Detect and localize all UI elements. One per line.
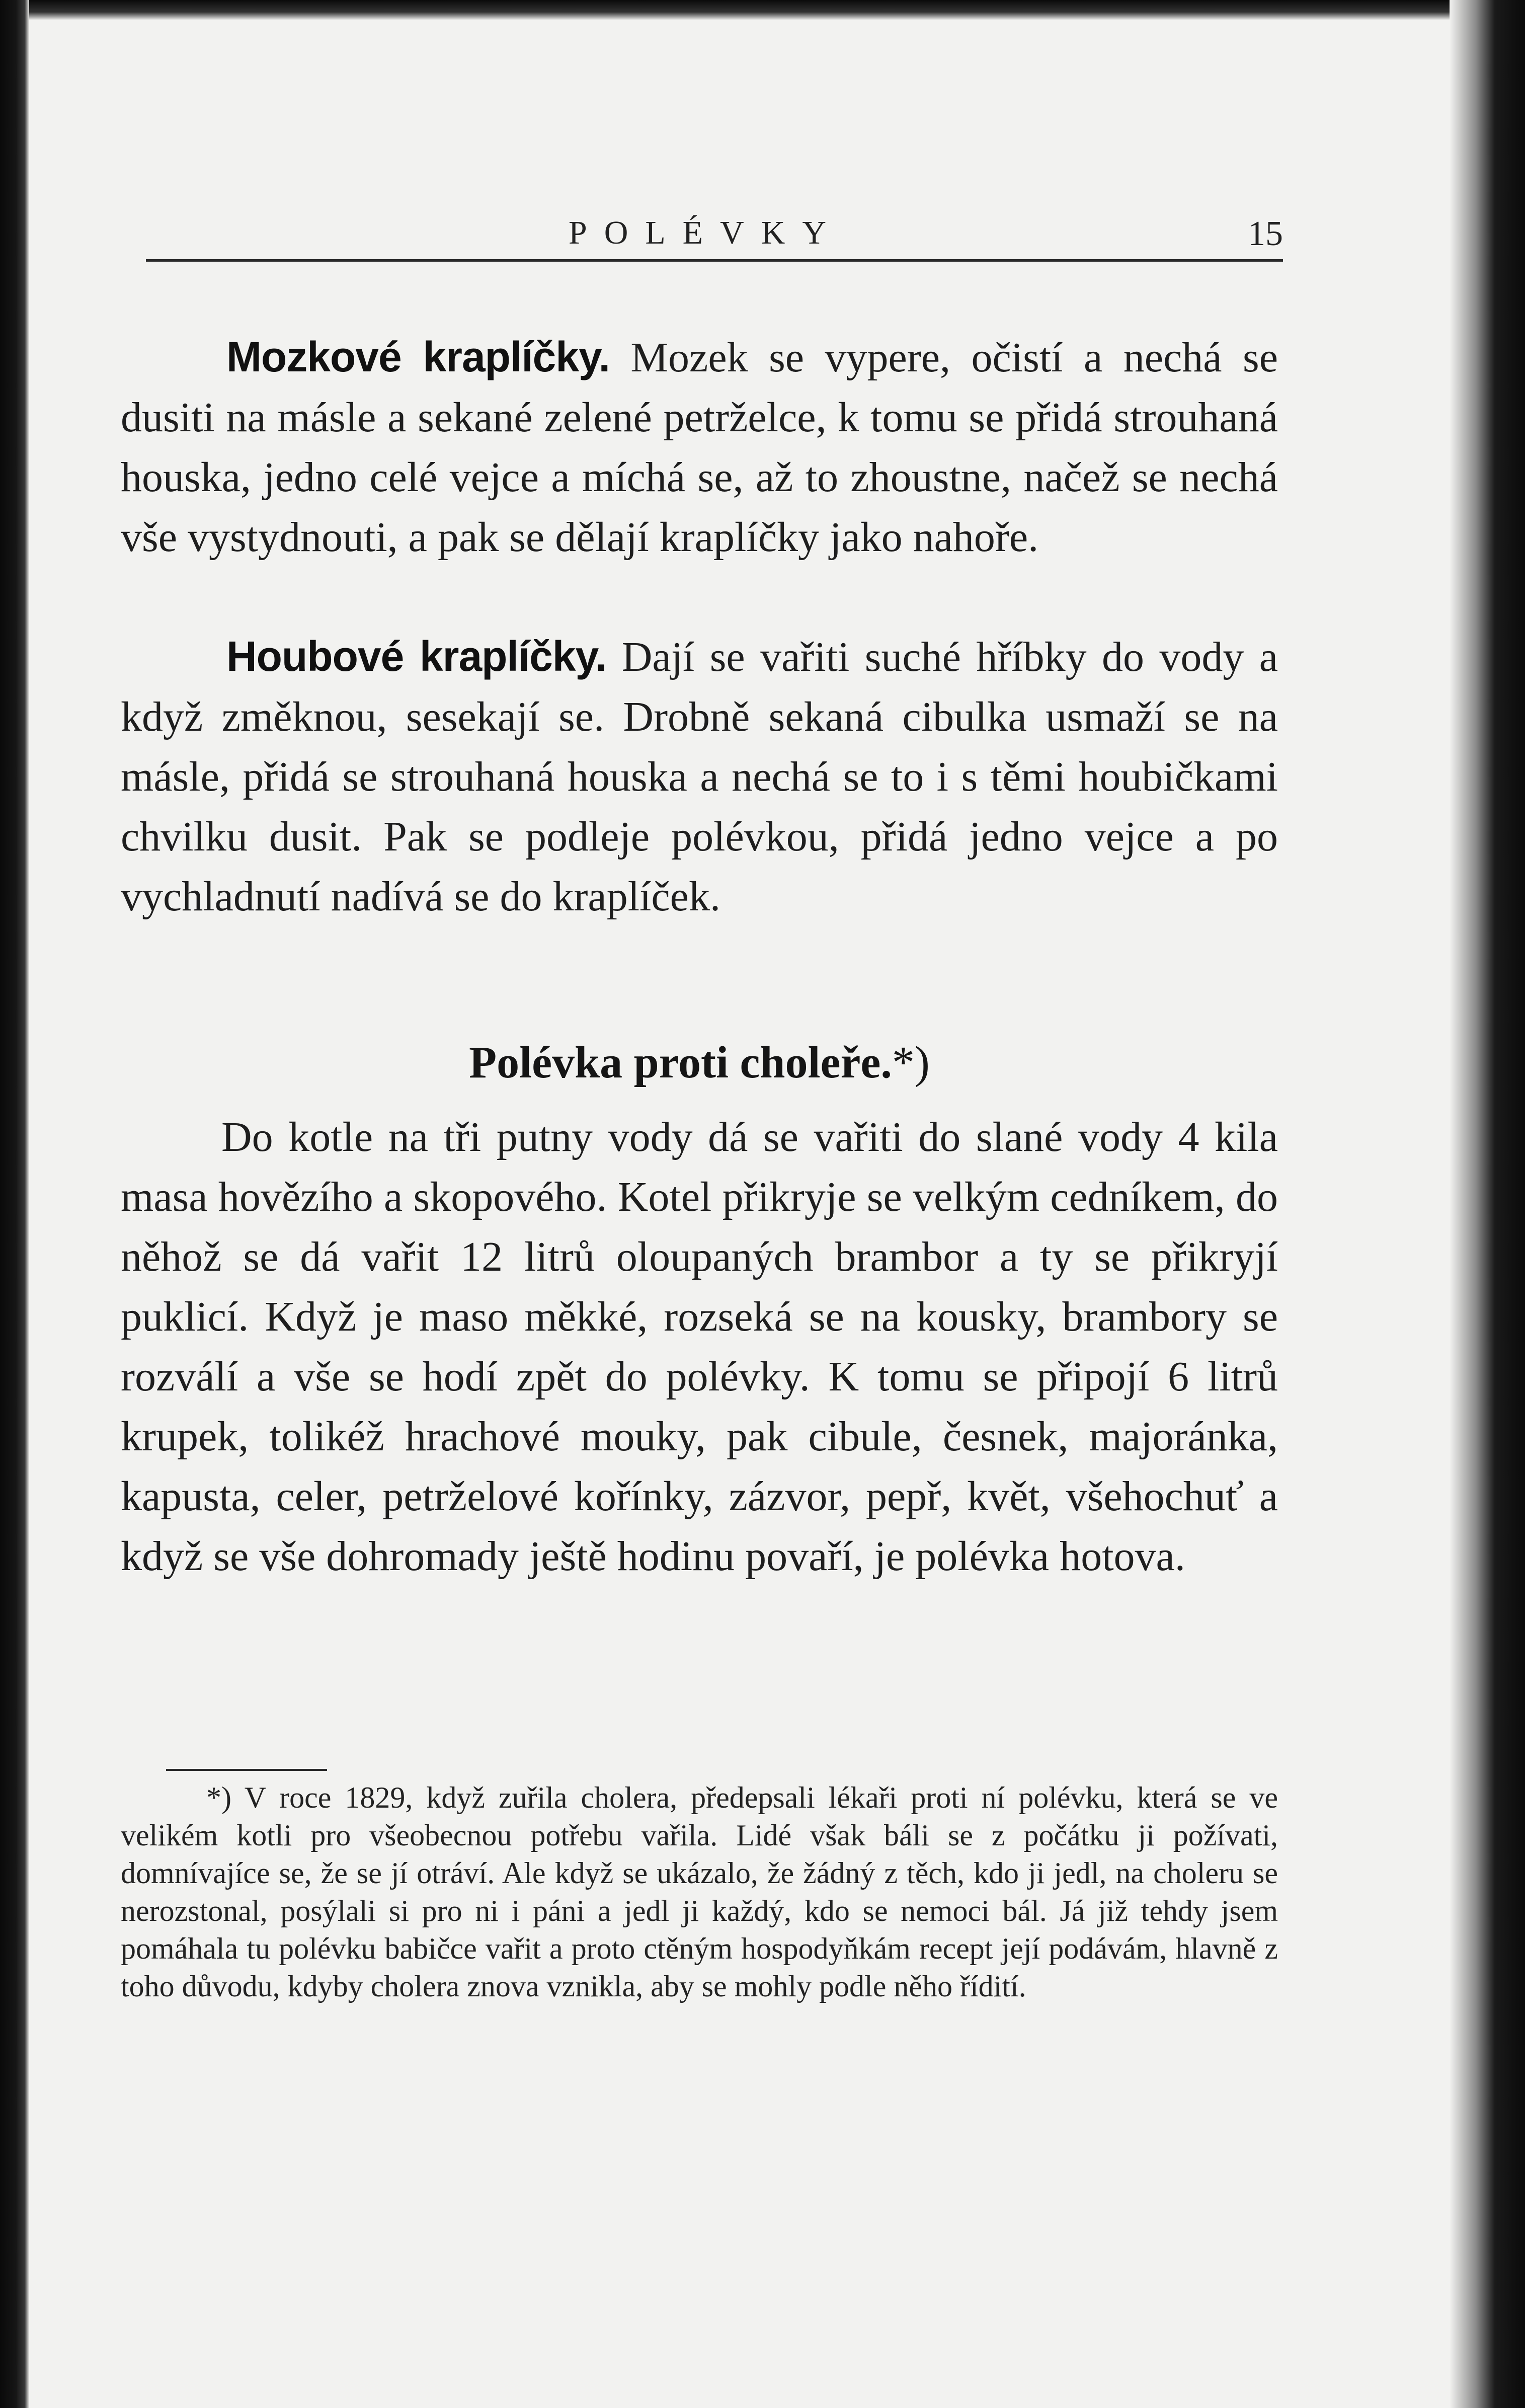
paragraph-text: Dají se vařiti suché hříbky do vody a když změknou, sesekají se. Drobně sekaná cibulka usmaží se na másle, přidá se strouhaná houska a nechá se to i s těmi houbičkami chvilku dusit. Pak se podleje polévkou, přidá jedno vejce a po vychladnutí nadívá se do kraplíček. [121,634,1278,920]
page-header [146,204,1283,254]
paragraph-lead: Houbové kraplíčky. [226,633,607,680]
scan-edge-left [0,0,29,2408]
section-heading [121,1037,1278,1089]
scan-edge-right [1450,0,1525,2408]
paragraph-lead: Mozkové kraplíčky. [226,333,610,380]
paragraph-polevka-proti-cholere: Do kotle na tři putny vody dá se vařiti do slané vody 4 kila masa hovězího a skopového. Kotel přikryje se velkým cedníkem, do něhož se dá vařit 12 litrů oloupaných brambor a ty se přikryjí puklicí. Když je maso měkké, rozseká se na kousky, brambory se rozválí a vše se hodí zpět do polévky. K tomu se připojí 6 litrů krupek, tolikéž hrachové mouky, pak cibule, česnek, majoránka, kapusta, celer, petrželové kořínky, zázvor, pepř, květ, všehochuť a když se vše dohromady ještě hodinu povaří, je polévka hotova. [121,1114,1278,1580]
page-number: 15 [1248,214,1283,253]
paragraph-mozkove-kraplicky [121,327,1278,567]
footnote-rule [166,1769,327,1771]
header-rule [146,259,1283,262]
scan-edge-top [0,0,1525,20]
section-heading-text: Polévka proti choleře. [469,1038,892,1088]
footnote-mark: *) [892,1038,930,1088]
footnote: *) V roce 1829, když zuřila cholera, předepsali lékaři proti ní polévku, která se ve velikém kotli pro všeobecnou potřebu vařila. Lidé však báli se z počátku ji požívati, domnívajíce se, že se jí otráví. Ale když se ukázalo, že žádný z těch, kdo ji jedl, na choleru se nerozstonal, posýlali si pro ni i páni a jedl ji každý, kdo se nemoci bál. Já již tehdy jsem pomáhala tu polévku babičce vařit a proto ctěným hospodyňkám recept její podávám, hlavně z toho důvodu, kdyby cholera znova vznikla, aby se mohly podle něho řídití. [121,1781,1278,2003]
paragraph-houbove-kraplicky [121,627,1278,926]
running-title: POLÉVKY [569,214,843,251]
paragraph-text: Mozek se vypere, očistí a nechá se dusiti na másle a sekané zelené petrželce, k tomu se přidá strouhaná houska, jedno celé vejce a míchá se, až to zhoustne, načež se nechá vše vystydnouti, a pak se dělají kraplíčky jako nahoře. [121,334,1278,561]
